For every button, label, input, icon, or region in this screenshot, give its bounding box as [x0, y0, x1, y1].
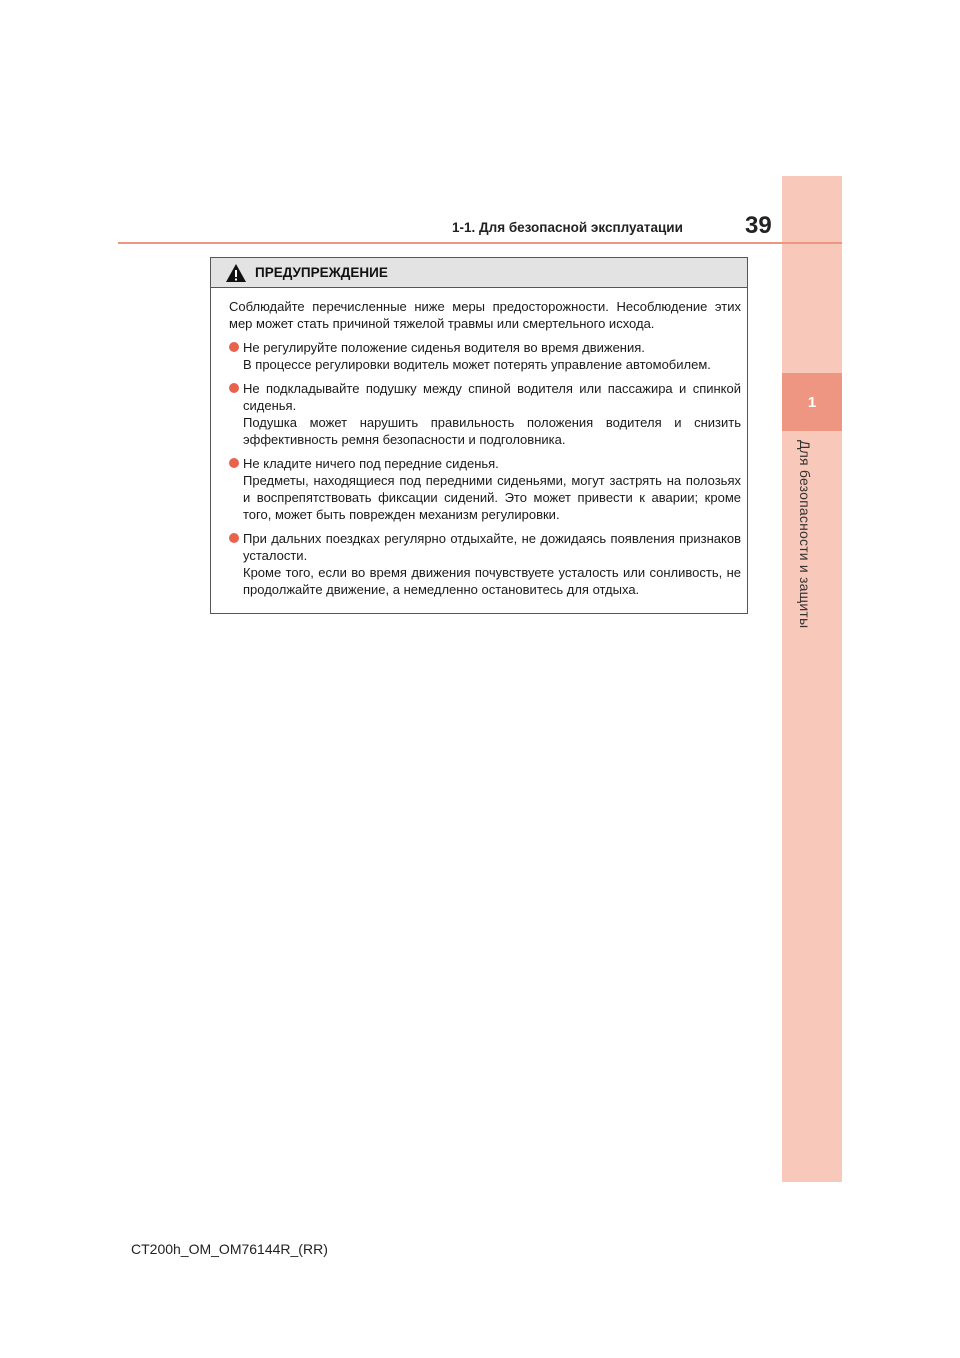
warning-item [229, 455, 741, 523]
warning-intro: Соблюдайте перечисленные ниже меры предосторожности. Несоблюдение этих мер может стать причиной тяжелой травмы или смертельного исхода. [229, 299, 741, 331]
warning-item-text: Предметы, находящиеся под передними сиденьями, могут застрять на полозьях и воспрепятствовать фиксации сидений. Это может привести к аварии; кроме того, может быть поврежден механизм регулировки. [243, 473, 741, 522]
chapter-tab: 1 [782, 373, 842, 431]
warning-triangle-icon [225, 263, 247, 283]
warning-header [211, 258, 747, 288]
warning-item-heading: Не подкладывайте подушку между спиной водителя или пассажира и спинкой сиденья. [243, 381, 741, 413]
warning-title: ПРЕДУПРЕЖДЕНИЕ [255, 265, 388, 280]
page-number: 39 [745, 212, 772, 239]
warning-item-heading: Не кладите ничего под передние сиденья. [243, 456, 499, 471]
warning-box [210, 257, 748, 614]
warning-item [229, 380, 741, 448]
warning-item-heading: Не регулируйте положение сиденья водителя во время движения. [243, 340, 645, 355]
header-divider [118, 242, 842, 244]
warning-body [211, 288, 747, 598]
section-title: 1-1. Для безопасной эксплуатации [452, 220, 683, 235]
warning-item-text: Подушка может нарушить правильность положения водителя и снизить эффективность ремня безопасности и подголовника. [243, 415, 741, 447]
chapter-side-strip [782, 176, 842, 1182]
warning-item [229, 530, 741, 598]
bullet-dot-icon [229, 458, 239, 468]
bullet-dot-icon [229, 383, 239, 393]
warning-item [229, 339, 741, 373]
bullet-dot-icon [229, 342, 239, 352]
warning-item-heading: При дальних поездках регулярно отдыхайте, не дожидаясь появления признаков усталости. [243, 531, 741, 563]
chapter-title-vertical: Для безопасности и защиты [797, 440, 813, 629]
warning-item-text: Кроме того, если во время движения почувствуете усталость или сонливость, не продолжайте движение, а немедленно остановитесь для отдыха. [243, 565, 741, 597]
warning-item-text: В процессе регулировки водитель может потерять управление автомобилем. [243, 357, 711, 372]
bullet-dot-icon [229, 533, 239, 543]
document-code: CT200h_OM_OM76144R_(RR) [131, 1241, 328, 1257]
